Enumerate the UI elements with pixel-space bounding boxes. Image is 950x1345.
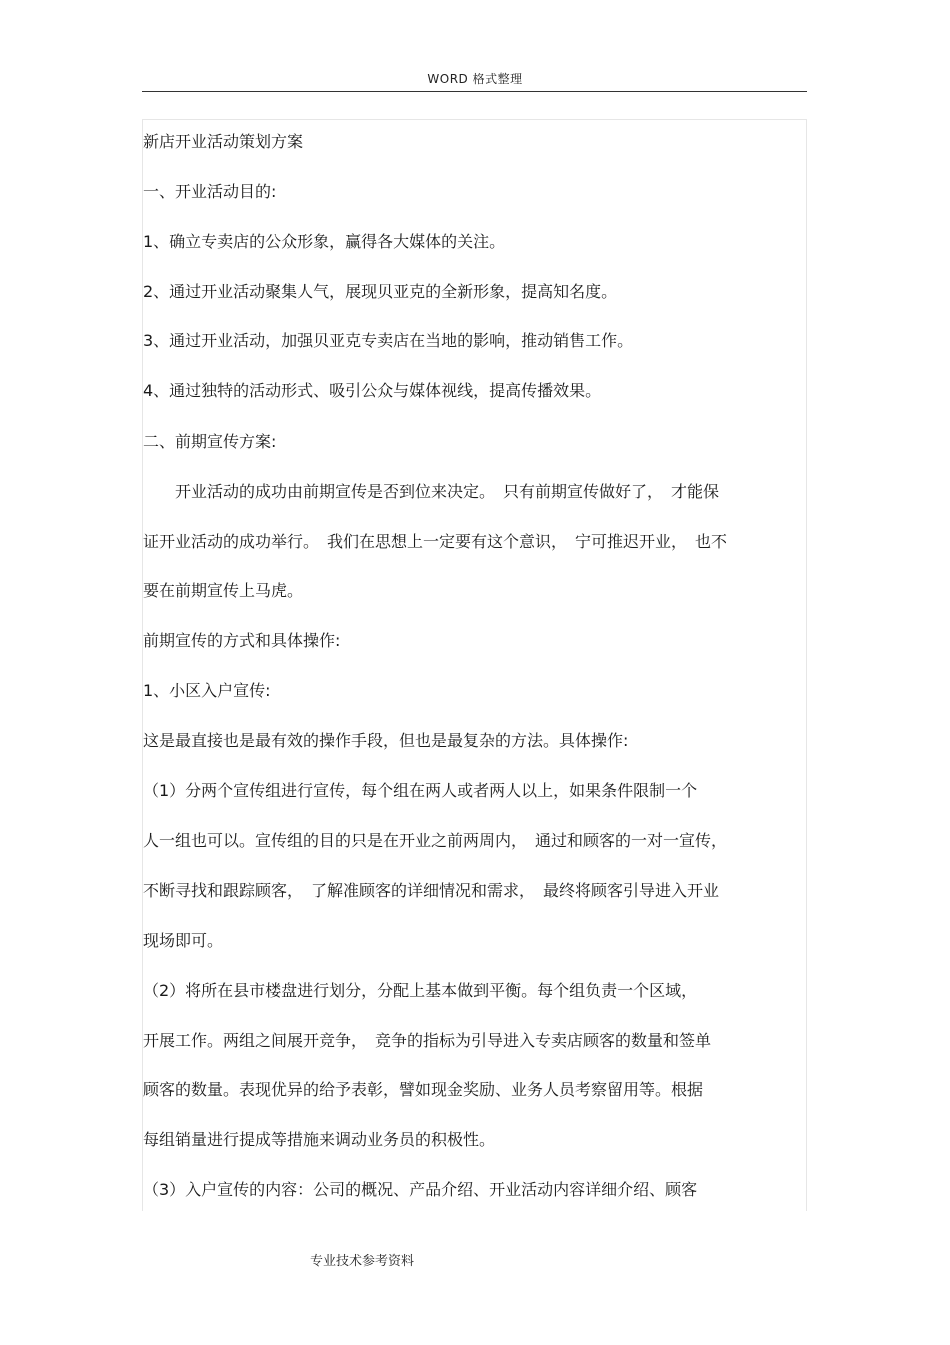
paragraph-line: 不断寻找和跟踪顾客， 了解准顾客的详细情况和需求， 最终将顾客引导进入开业: [143, 881, 720, 900]
subsection-heading: 前期宣传的方式和具体操作:: [143, 631, 341, 650]
paragraph-line: 要在前期宣传上马虎。: [143, 581, 304, 600]
section-heading-promotion: 二、前期宣传方案:: [143, 432, 277, 451]
subsection-heading: 1、小区入户宣传:: [143, 681, 271, 700]
document-title: 新店开业活动策划方案: [143, 132, 304, 151]
paragraph-line: 3、通过开业活动，加强贝亚克专卖店在当地的影响，推动销售工作。: [143, 331, 634, 350]
paragraph-line: （2）将所在县市楼盘进行划分，分配上基本做到平衡。每个组负责一个区域，: [143, 981, 698, 1000]
paragraph-line: 1、确立专卖店的公众形象，赢得各大媒体的关注。: [143, 232, 506, 251]
paragraph-line: （3）入户宣传的内容：公司的概况、产品介绍、开业活动内容详细介绍、顾客: [143, 1180, 698, 1199]
paragraph-line: 现场即可。: [143, 931, 224, 950]
paragraph-line: 2、通过开业活动聚集人气，展现贝亚克的全新形象，提高知名度。: [143, 282, 618, 301]
paragraph-line: 证开业活动的成功举行。 我们在思想上一定要有这个意识， 宁可推迟开业， 也不: [143, 532, 728, 551]
page-header-title: WORD 格式整理: [427, 72, 523, 86]
paragraph-line: 开业活动的成功由前期宣传是否到位来决定。 只有前期宣传做好了， 才能保: [143, 482, 720, 501]
paragraph-line: 开展工作。两组之间展开竞争， 竞争的指标为引导进入专卖店顾客的数量和签单: [143, 1031, 712, 1050]
section-heading-purpose: 一、开业活动目的:: [143, 182, 277, 201]
page-footer: 专业技术参考资料: [310, 1254, 415, 1269]
paragraph-line: 人一组也可以。宣传组的目的只是在开业之前两周内， 通过和顾客的一对一宣传，: [143, 831, 728, 850]
paragraph-line: 4、通过独特的活动形式、吸引公众与媒体视线，提高传播效果。: [143, 381, 602, 400]
paragraph-line: 每组销量进行提成等措施来调动业务员的积极性。: [143, 1130, 496, 1149]
header-rule: [142, 91, 807, 92]
paragraph-line: （1）分两个宣传组进行宣传，每个组在两人或者两人以上，如果条件限制一个: [143, 781, 698, 800]
paragraph-line: 这是最直接也是最有效的操作手段，但也是最复杂的方法。具体操作:: [143, 731, 629, 750]
paragraph-line: 顾客的数量。表现优异的给予表彰，譬如现金奖励、业务人员考察留用等。根据: [143, 1080, 704, 1099]
